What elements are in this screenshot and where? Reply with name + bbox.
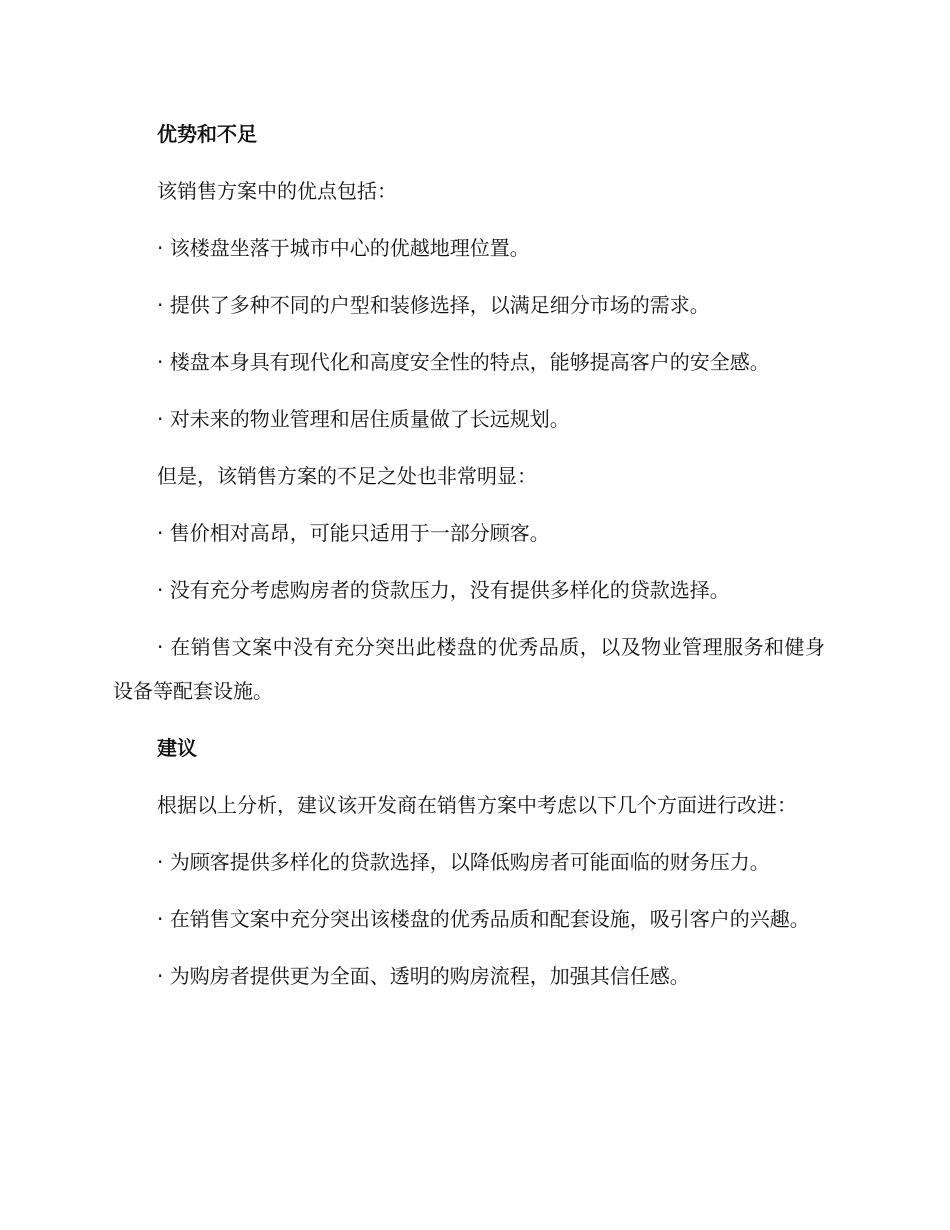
pros-item: · 该楼盘坐落于城市中心的优越地理位置。: [157, 236, 530, 260]
pros-item: · 对未来的物业管理和居住质量做了长远规划。: [157, 407, 570, 431]
cons-item: · 没有充分考虑购房者的贷款压力，没有提供多样化的贷款选择。: [157, 578, 730, 602]
cons-item: · 售价相对高昂，可能只适用于一部分顾客。: [157, 521, 550, 545]
section-heading-suggestions: 建议: [157, 736, 197, 760]
suggestion-item: · 为购房者提供更为全面、透明的购房流程，加强其信任感。: [157, 964, 690, 988]
pros-intro: 该销售方案中的优点包括：: [157, 179, 397, 203]
pros-item: · 楼盘本身具有现代化和高度安全性的特点，能够提高客户的安全感。: [157, 350, 770, 374]
cons-item: · 在销售文案中没有充分突出此楼盘的优秀品质，以及物业管理服务和健身设备等配套设施。: [113, 635, 825, 703]
suggestion-item: · 在销售文案中充分突出该楼盘的优秀品质和配套设施，吸引客户的兴趣。: [157, 907, 810, 931]
document-body: [113, 112, 825, 1011]
suggestions-intro: 根据以上分析，建议该开发商在销售方案中考虑以下几个方面进行改进：: [157, 793, 797, 817]
suggestion-item: · 为顾客提供多样化的贷款选择，以降低购房者可能面临的财务压力。: [157, 850, 770, 874]
section-heading-advantages: 优势和不足: [157, 122, 257, 146]
cons-intro: 但是，该销售方案的不足之处也非常明显：: [157, 464, 537, 488]
pros-item: · 提供了多种不同的户型和装修选择，以满足细分市场的需求。: [157, 293, 710, 317]
